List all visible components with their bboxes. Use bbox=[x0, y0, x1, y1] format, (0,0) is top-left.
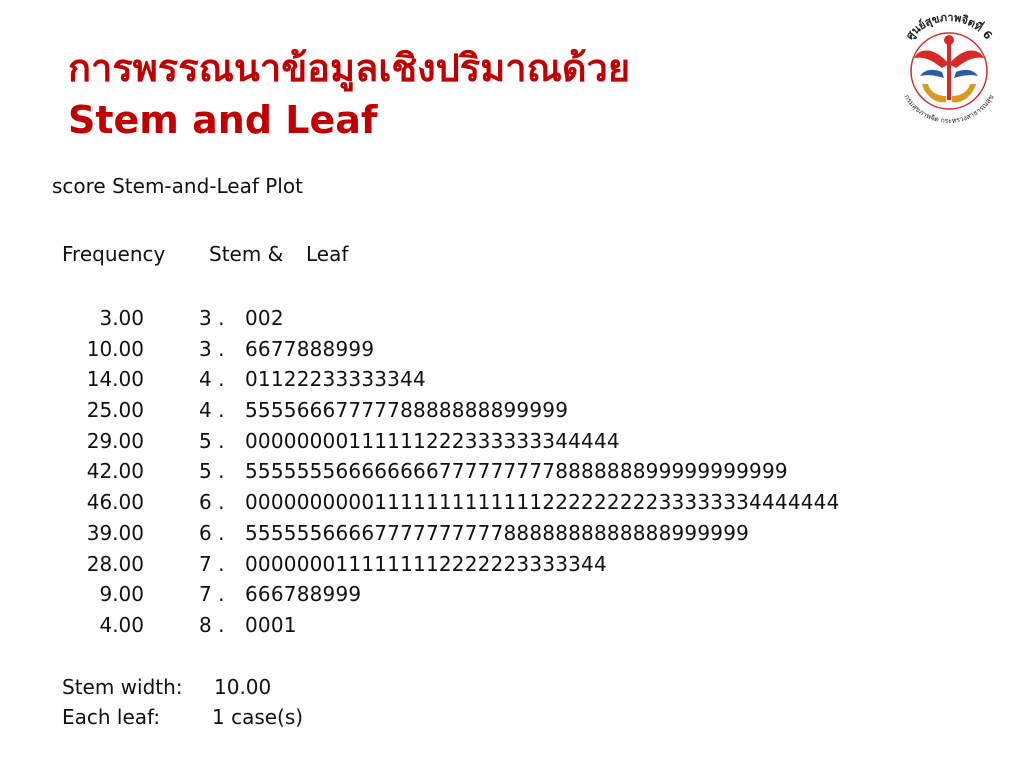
row-leaf: 555555666677777777778888888888888999999 bbox=[245, 520, 750, 545]
row-frequency: 39.00 bbox=[86, 520, 144, 545]
row-leaf: 0001 bbox=[245, 612, 297, 637]
row-stem: 7 . bbox=[199, 551, 225, 576]
stem-leaf-row bbox=[0, 426, 1024, 457]
mental-health-center-logo bbox=[884, 6, 1014, 136]
row-leaf: 5555666777778888888899999 bbox=[245, 398, 569, 423]
stem-leaf-row bbox=[0, 303, 1024, 334]
row-stem: 8 . bbox=[199, 612, 225, 637]
row-frequency: 4.00 bbox=[99, 612, 144, 637]
row-frequency: 25.00 bbox=[86, 398, 144, 423]
row-frequency: 14.00 bbox=[86, 367, 144, 392]
stem-leaf-row bbox=[0, 579, 1024, 610]
stem-leaf-row bbox=[0, 487, 1024, 518]
stem-width-line bbox=[62, 673, 272, 701]
row-leaf: 00000000111111222333333344444 bbox=[245, 428, 620, 453]
stem-leaf-row bbox=[0, 364, 1024, 395]
header-stem: Stem & bbox=[209, 242, 284, 266]
row-frequency: 29.00 bbox=[86, 428, 144, 453]
logo-text-bottom: กรมสุขภาพจิต กระทรวงสาธารณสุข bbox=[902, 93, 996, 126]
row-stem: 6 . bbox=[199, 520, 225, 545]
row-leaf: 666788999 bbox=[245, 582, 362, 607]
row-frequency: 3.00 bbox=[99, 306, 144, 330]
stem-leaf-row bbox=[0, 395, 1024, 426]
row-frequency: 42.00 bbox=[86, 459, 144, 484]
row-frequency: 10.00 bbox=[86, 336, 144, 361]
row-leaf: 002 bbox=[245, 306, 284, 330]
each-leaf-value: 1 case(s) bbox=[212, 705, 304, 729]
header-leaf: Leaf bbox=[306, 242, 349, 266]
row-stem: 7 . bbox=[199, 582, 225, 607]
row-stem: 5 . bbox=[199, 428, 225, 453]
slide-title-english: Stem and Leaf bbox=[68, 98, 378, 142]
row-stem: 4 . bbox=[199, 367, 225, 392]
each-leaf-label: Each leaf: bbox=[62, 705, 161, 729]
stem-leaf-rows bbox=[0, 303, 1024, 641]
row-leaf: 01122233333344 bbox=[245, 367, 426, 392]
each-leaf-line bbox=[62, 703, 304, 731]
row-stem: 6 . bbox=[199, 490, 225, 515]
row-leaf: 0000000000111111111111122222222233333334444444 bbox=[245, 490, 840, 515]
row-leaf: 0000000111111112222223333344 bbox=[245, 551, 607, 576]
stem-width-label: Stem width: bbox=[62, 675, 183, 699]
row-frequency: 28.00 bbox=[86, 551, 144, 576]
row-stem: 5 . bbox=[199, 459, 225, 484]
stem-leaf-row bbox=[0, 456, 1024, 487]
row-stem: 3 . bbox=[199, 306, 225, 330]
plot-title: score Stem-and-Leaf Plot bbox=[52, 174, 303, 198]
stem-leaf-row bbox=[0, 610, 1024, 641]
header-frequency: Frequency bbox=[62, 242, 166, 266]
slide-title bbox=[68, 42, 630, 146]
row-stem: 3 . bbox=[199, 336, 225, 361]
row-frequency: 9.00 bbox=[99, 582, 144, 607]
stem-leaf-row bbox=[0, 518, 1024, 549]
logo-text-top: ศูนย์สุขภาพจิตที่ 6 bbox=[903, 10, 995, 43]
row-leaf: 555555566666666777777777888888899999999999 bbox=[245, 459, 788, 484]
stem-width-value: 10.00 bbox=[214, 675, 272, 699]
stem-leaf-row bbox=[0, 334, 1024, 365]
row-stem: 4 . bbox=[199, 398, 225, 423]
row-frequency: 46.00 bbox=[86, 490, 144, 515]
row-leaf: 6677888999 bbox=[245, 336, 375, 361]
slide-title-thai: การพรรณนาข้อมูลเชิงปริมาณด้วย bbox=[68, 46, 631, 90]
stem-leaf-row bbox=[0, 549, 1024, 580]
